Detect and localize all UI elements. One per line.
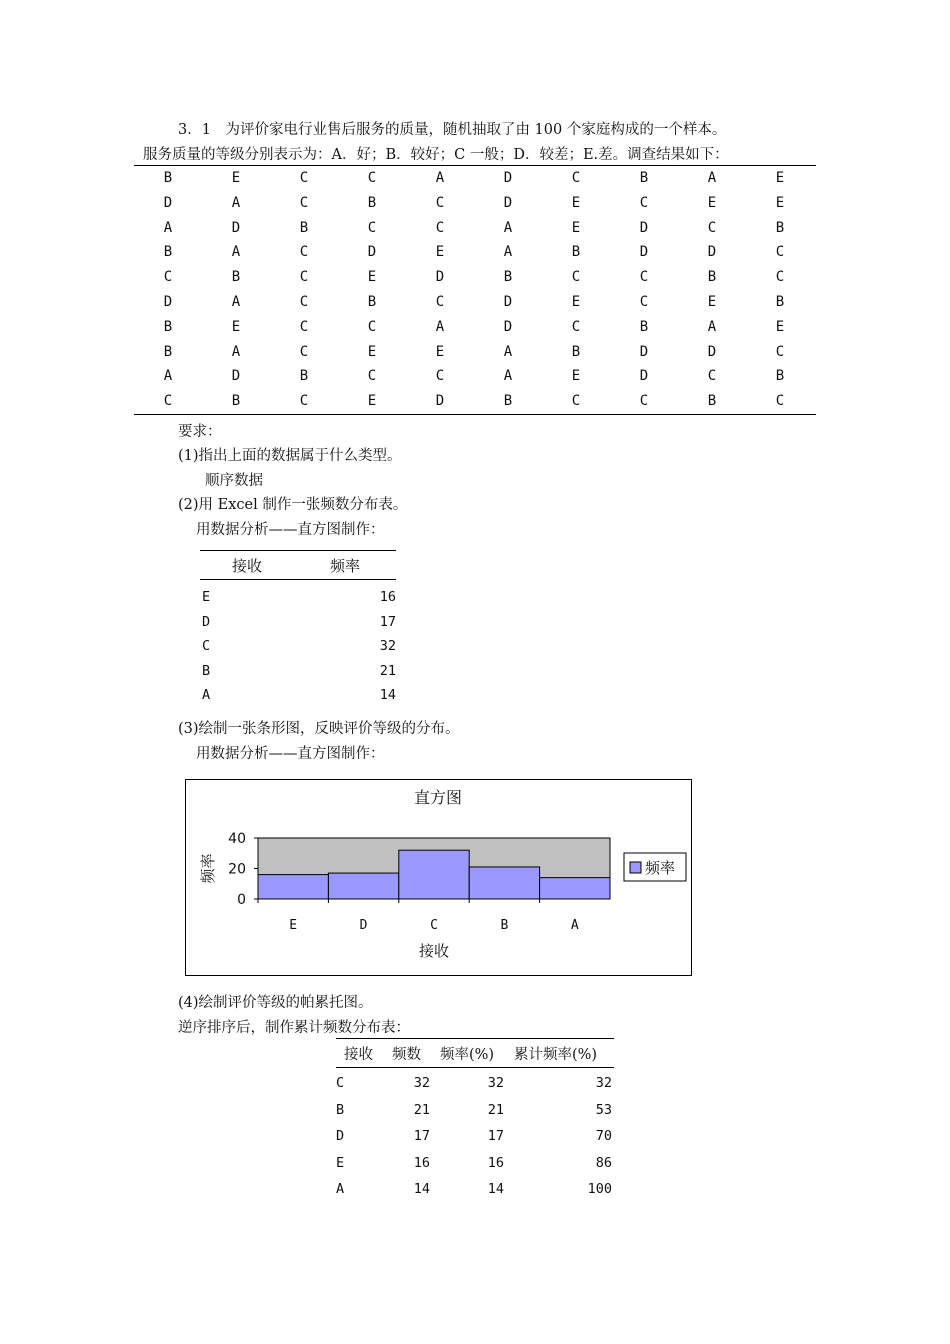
- grid-row: [134, 240, 816, 265]
- grid-cell: B: [707, 393, 717, 410]
- intro-line-1: 3．1 为评价家电行业售后服务的质量，随机抽取了由 100 个家庭构成的一个样本。: [178, 122, 727, 138]
- grid-cell: B: [571, 343, 581, 360]
- grid-cell: E: [367, 393, 377, 410]
- grid-cell: B: [163, 343, 173, 360]
- histogram-bar: [399, 850, 469, 899]
- cum-cum-pct: 32: [595, 1075, 612, 1091]
- grid-cell: D: [707, 244, 717, 261]
- histogram-bar: [469, 867, 539, 899]
- histogram-bar: [328, 873, 398, 899]
- grid-row: [134, 290, 816, 315]
- frequency-table-row: [200, 586, 396, 611]
- grid-cell: E: [775, 194, 785, 211]
- cum-count: 17: [413, 1128, 430, 1145]
- answer-2: 用数据分析——直方图制作：: [196, 522, 385, 538]
- cum-cum-pct: 70: [595, 1128, 612, 1145]
- grid-cell: D: [639, 368, 649, 385]
- grid-cell: B: [639, 318, 649, 335]
- histogram-svg: [186, 780, 691, 975]
- x-tick-label: C: [430, 918, 438, 933]
- grid-row: [134, 364, 816, 389]
- grid-cell: C: [435, 219, 445, 236]
- grid-cell: B: [639, 170, 649, 186]
- cum-pct: 14: [487, 1181, 504, 1198]
- grid-cell: C: [435, 368, 445, 385]
- grid-cell: D: [639, 219, 649, 236]
- grid-cell: B: [775, 219, 785, 236]
- grid-row: [134, 340, 816, 365]
- frequency-table-header: [200, 550, 396, 580]
- frequency-header-frequency: 频率: [330, 557, 361, 575]
- grid-cell: A: [707, 170, 717, 186]
- grid-cell: C: [299, 343, 309, 360]
- grid-cell: B: [503, 269, 513, 286]
- grid-cell: C: [571, 170, 581, 186]
- chart-title: 直方图: [413, 788, 463, 807]
- frequency-value: 16: [379, 589, 396, 605]
- histogram-bar: [258, 875, 328, 899]
- grid-row: [134, 191, 816, 216]
- grid-row: [134, 166, 816, 191]
- frequency-header-receive: 接收: [232, 557, 263, 575]
- x-axis-label: 接收: [418, 942, 450, 960]
- answer-4: 逆序排序后，制作累计频数分布表：: [178, 1020, 410, 1036]
- grid-cell: E: [435, 244, 445, 261]
- frequency-table-row: [200, 684, 396, 709]
- grid-cell: D: [367, 244, 377, 261]
- grid-cell: E: [775, 318, 785, 335]
- grid-cell: C: [367, 368, 377, 385]
- grid-row: [134, 216, 816, 241]
- y-tick-label: 0: [237, 892, 246, 908]
- cum-pct: 16: [487, 1154, 504, 1171]
- grid-cell: D: [163, 293, 173, 310]
- requirements-label: 要求：: [178, 424, 222, 440]
- cumulative-table-row: [336, 1151, 614, 1178]
- grid-cell: D: [707, 343, 717, 360]
- grid-cell: B: [231, 269, 241, 286]
- frequency-value: 14: [379, 687, 396, 704]
- cum-cum-pct: 100: [587, 1181, 612, 1198]
- grid-cell: B: [231, 393, 241, 410]
- grid-cell: B: [707, 269, 717, 286]
- y-axis-label: 频率: [199, 853, 217, 884]
- grid-row: [134, 315, 816, 340]
- grid-cell: C: [639, 393, 649, 410]
- grid-cell: D: [503, 194, 513, 211]
- grid-cell: C: [435, 194, 445, 211]
- grid-cell: A: [163, 368, 173, 385]
- frequency-grade: D: [202, 613, 211, 630]
- frequency-value: 21: [379, 662, 396, 679]
- grid-cell: C: [775, 393, 785, 410]
- grid-cell: C: [299, 244, 309, 261]
- grid-cell: C: [299, 293, 309, 310]
- survey-data-grid: [134, 166, 816, 414]
- grid-cell: D: [503, 318, 513, 335]
- question-4: (4)绘制评价等级的帕累托图。: [178, 995, 373, 1011]
- cumulative-table-row: [336, 1071, 614, 1098]
- cum-grade: B: [336, 1101, 345, 1118]
- cum-grade: C: [336, 1075, 345, 1091]
- x-tick-label: B: [500, 918, 509, 933]
- cumulative-table-row: [336, 1177, 614, 1204]
- question-1: (1)指出上面的数据属于什么类型。: [178, 448, 402, 464]
- grid-cell: E: [571, 293, 581, 310]
- grid-cell: C: [707, 368, 717, 385]
- frequency-value: 17: [379, 613, 396, 630]
- frequency-table-row: [200, 611, 396, 636]
- grid-bottom-rule: [134, 414, 816, 415]
- grid-cell: A: [503, 368, 513, 385]
- frequency-table: [200, 550, 396, 709]
- grid-cell: B: [775, 368, 785, 385]
- frequency-value: 32: [379, 638, 396, 655]
- frequency-table-row: [200, 635, 396, 660]
- grid-cell: B: [163, 244, 173, 261]
- x-tick-label: A: [570, 918, 579, 933]
- cum-count: 21: [413, 1101, 430, 1118]
- grid-cell: C: [367, 318, 377, 335]
- grid-cell: C: [367, 170, 377, 186]
- y-tick-label: 20: [228, 861, 246, 878]
- grid-cell: C: [435, 293, 445, 310]
- cum-count: 16: [413, 1154, 430, 1171]
- grid-cell: C: [299, 194, 309, 211]
- frequency-grade: E: [202, 589, 211, 605]
- cum-cum-pct: 86: [595, 1154, 612, 1171]
- grid-cell: B: [571, 244, 581, 261]
- grid-cell: D: [435, 269, 445, 286]
- grid-cell: C: [707, 219, 717, 236]
- grid-cell: D: [231, 368, 241, 385]
- grid-cell: C: [163, 269, 173, 286]
- grid-cell: A: [503, 343, 513, 360]
- cum-pct: 17: [487, 1128, 504, 1145]
- grid-cell: D: [231, 219, 241, 236]
- grid-cell: A: [503, 244, 513, 261]
- grid-cell: C: [571, 393, 581, 410]
- grid-cell: E: [571, 219, 581, 236]
- grid-cell: A: [435, 170, 445, 186]
- cum-grade: E: [336, 1154, 345, 1171]
- cum-grade: A: [336, 1181, 345, 1198]
- grid-cell: B: [367, 194, 377, 211]
- grid-cell: A: [503, 219, 513, 236]
- grid-cell: D: [503, 293, 513, 310]
- cumulative-table: [336, 1038, 614, 1204]
- grid-row: [134, 389, 816, 414]
- grid-cell: B: [367, 293, 377, 310]
- grid-cell: C: [163, 393, 173, 410]
- histogram-chart: [185, 779, 692, 976]
- grid-cell: D: [503, 170, 513, 186]
- cum-header-receive: 接收: [344, 1047, 373, 1063]
- grid-cell: D: [435, 393, 445, 410]
- cum-header-pct: 频率(%): [440, 1047, 495, 1063]
- grid-cell: B: [163, 170, 173, 186]
- grid-cell: C: [299, 393, 309, 410]
- cumulative-table-row: [336, 1098, 614, 1125]
- cum-pct: 21: [487, 1101, 504, 1118]
- grid-cell: A: [163, 219, 173, 236]
- grid-cell: D: [639, 343, 649, 360]
- grid-cell: C: [775, 244, 785, 261]
- question-2: (2)用 Excel 制作一张频数分布表。: [178, 497, 408, 513]
- grid-cell: A: [707, 318, 717, 335]
- frequency-grade: B: [202, 662, 211, 679]
- answer-1: 顺序数据: [205, 473, 263, 489]
- grid-cell: C: [299, 170, 309, 186]
- grid-cell: E: [231, 318, 241, 335]
- grid-cell: C: [639, 194, 649, 211]
- legend-label: 频率: [645, 859, 676, 877]
- grid-cell: D: [639, 244, 649, 261]
- grid-cell: A: [231, 293, 241, 310]
- x-tick-label: D: [359, 918, 368, 933]
- grid-cell: C: [775, 269, 785, 286]
- histogram-bar: [540, 878, 610, 899]
- grid-cell: C: [367, 219, 377, 236]
- cum-cum-pct: 53: [595, 1101, 612, 1118]
- grid-cell: A: [435, 318, 445, 335]
- grid-cell: C: [639, 293, 649, 310]
- grid-cell: B: [503, 393, 513, 410]
- grid-cell: B: [299, 219, 309, 236]
- grid-cell: B: [163, 318, 173, 335]
- y-tick-label: 40: [228, 831, 246, 847]
- grid-cell: E: [231, 170, 241, 186]
- cum-count: 14: [413, 1181, 430, 1198]
- cum-count: 32: [413, 1075, 430, 1091]
- grid-cell: A: [231, 343, 241, 360]
- cum-header-count: 频数: [392, 1047, 421, 1063]
- grid-cell: E: [571, 194, 581, 211]
- grid-cell: D: [163, 194, 173, 211]
- grid-row: [134, 265, 816, 290]
- grid-cell: A: [231, 194, 241, 211]
- intro-line-2: 服务质量的等级分别表示为：A．好；B．较好；C 一般；D．较差；E.差。调查结果如下：: [143, 147, 729, 163]
- grid-cell: E: [707, 194, 717, 211]
- grid-cell: C: [299, 318, 309, 335]
- grid-cell: C: [571, 318, 581, 335]
- cumulative-table-row: [336, 1124, 614, 1151]
- x-tick-label: E: [289, 918, 298, 933]
- cum-grade: D: [336, 1128, 345, 1145]
- grid-cell: E: [367, 269, 377, 286]
- answer-3: 用数据分析——直方图制作：: [196, 746, 385, 762]
- legend-swatch: [630, 862, 641, 873]
- cumulative-table-header: [336, 1038, 614, 1068]
- grid-cell: E: [435, 343, 445, 360]
- grid-cell: A: [231, 244, 241, 261]
- grid-cell: C: [775, 343, 785, 360]
- grid-cell: C: [639, 269, 649, 286]
- grid-cell: E: [367, 343, 377, 360]
- grid-cell: E: [775, 170, 785, 186]
- grid-cell: E: [707, 293, 717, 310]
- cum-pct: 32: [487, 1075, 504, 1091]
- frequency-table-row: [200, 660, 396, 685]
- grid-cell: C: [571, 269, 581, 286]
- grid-cell: B: [299, 368, 309, 385]
- grid-cell: E: [571, 368, 581, 385]
- grid-cell: C: [299, 269, 309, 286]
- frequency-grade: A: [202, 687, 211, 704]
- question-3: (3)绘制一张条形图，反映评价等级的分布。: [178, 721, 460, 737]
- grid-cell: B: [775, 293, 785, 310]
- frequency-grade: C: [202, 638, 211, 655]
- cum-header-cum-pct: 累计频率(%): [514, 1047, 598, 1063]
